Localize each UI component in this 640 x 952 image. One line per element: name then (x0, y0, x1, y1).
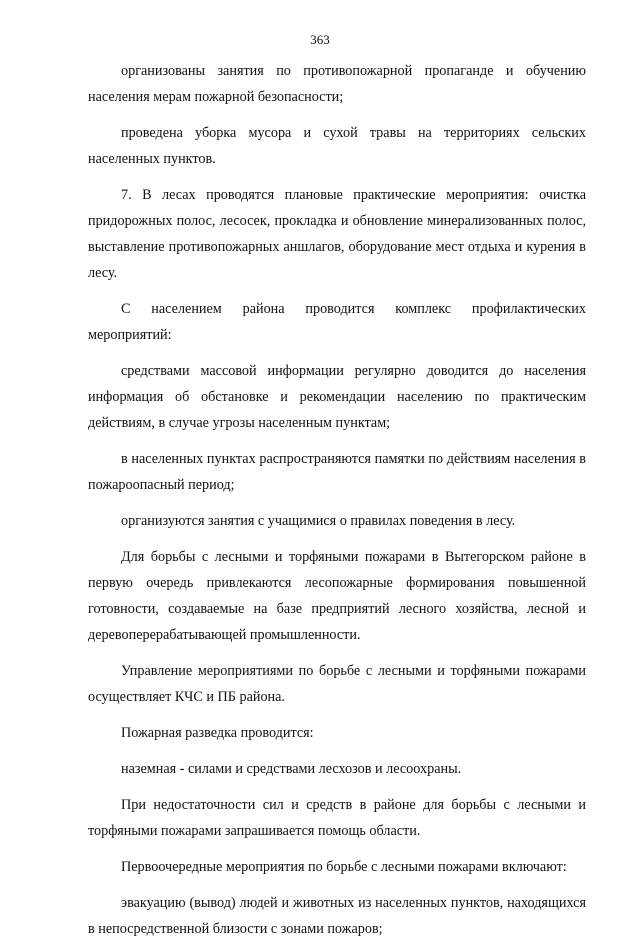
paragraph: Управление мероприятиями по борьбе с лесными и торфяными пожарами осуществляет КЧС и ПБ района. (88, 663, 586, 705)
paragraph: 7. В лесах проводятся плановые практические мероприятия: очистка придорожных полос, лесосек, прокладка и обновление минерализованных полос, выставление противопожарных аншлагов, оборудование мест отдыха и курения в лесу. (88, 187, 586, 281)
document-body (88, 58, 586, 952)
paragraph: организованы занятия по противопожарной пропаганде и обучению населения мерам пожарной безопасности; (88, 63, 586, 105)
paragraph: наземная - силами и средствами лесхозов и лесоохраны. (121, 761, 462, 777)
paragraph: средствами массовой информации регулярно доводится до населения информация об обстановке и рекомендации населению по практическим действиям, в случае угрозы населенным пунктам; (88, 363, 586, 431)
paragraph: Первоочередные мероприятия по борьбе с лесными пожарами включают: (121, 859, 567, 875)
paragraph: эвакуацию (вывод) людей и животных из населенных пунктов, находящихся в непосредственной близости с зонами пожаров; (88, 895, 586, 937)
paragraph: При недостаточности сил и средств в районе для борьбы с лесными и торфяными пожарами запрашивается помощь области. (88, 797, 586, 839)
paragraph: Для борьбы с лесными и торфяными пожарами в Вытегорском районе в первую очередь привлекаются лесопожарные формирования повышенной готовности, создаваемые на базе предприятий лесного хозяйства, лесной и деревоперерабатывающей промышленности. (88, 549, 586, 643)
paragraph: в населенных пунктах распространяются памятки по действиям населения в пожароопасный период; (88, 451, 586, 493)
page-number: 363 (310, 32, 330, 47)
paragraph: организуются занятия с учащимися о правилах поведения в лесу. (121, 513, 516, 529)
paragraph: Пожарная разведка проводится: (121, 725, 314, 741)
paragraph: С населением района проводится комплекс профилактических мероприятий: (88, 301, 586, 343)
paragraph: проведена уборка мусора и сухой травы на территориях сельских населенных пунктов. (88, 125, 586, 167)
